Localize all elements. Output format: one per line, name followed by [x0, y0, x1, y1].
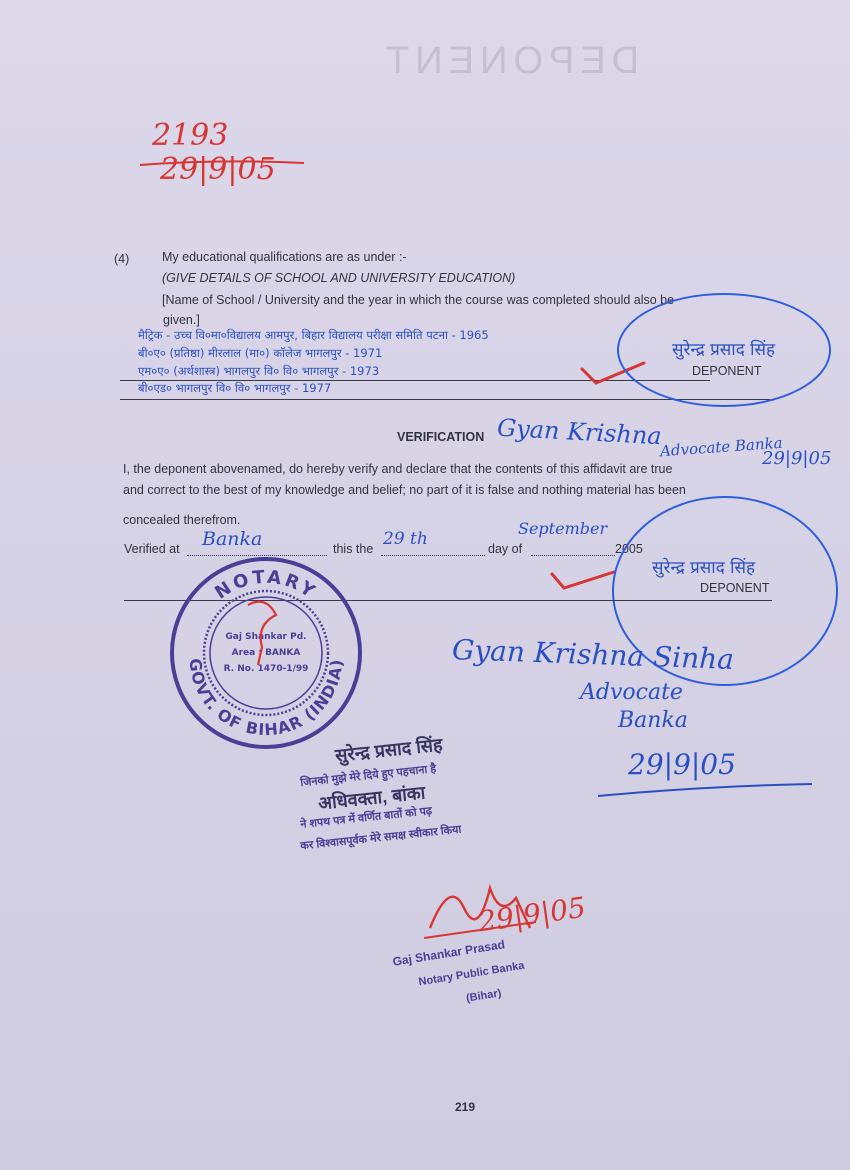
month-dots — [531, 555, 615, 556]
notary-seal — [168, 555, 364, 751]
section-subheading: (GIVE DETAILS OF SCHOOL AND UNIVERSITY EDUCATION) — [162, 271, 516, 285]
deponent-signature-2: सुरेन्द्र प्रसाद सिंह — [652, 558, 756, 578]
day-of-label: day of — [488, 542, 523, 556]
red-tick-mark-2 — [548, 562, 618, 594]
day-value: 29 th — [383, 529, 428, 549]
education-entry-3: एम०ए० (अर्थशास्त्र) भागलपुर वि० वि० भागलपुर - 1973 — [138, 364, 380, 378]
deponent-label: DEPONENT — [692, 364, 762, 378]
section-number: (4) — [114, 252, 130, 266]
seal-center-line-1: Gaj Shankar Pd. — [225, 632, 307, 642]
verified-at-value: Banka — [202, 528, 263, 550]
deponent-signature: सुरेन्द्र प्रसाद सिंह — [672, 340, 776, 360]
bleed-through-text: DEPONENT — [380, 40, 640, 82]
seal-center-line-3: R. No. 1470-1/99 — [223, 664, 309, 674]
countersign-name: Gyan Krishna Sinha — [451, 633, 735, 676]
svg-text:NOTARY — [211, 567, 321, 604]
verification-para-2: and correct to the best of my knowledge and belief; no part of it is false and nothing material has been — [123, 483, 686, 497]
page-number: 219 — [455, 1100, 476, 1114]
notary-place: (Bihar) — [465, 987, 503, 1005]
countersign-date: 29|9|05 — [628, 748, 736, 781]
notary-title: Notary Public Banka — [417, 959, 526, 989]
seal-bottom-text: GOVT. OF BIHAR (INDIA) — [185, 657, 347, 740]
red-note-date: 29|9|05 — [160, 152, 276, 187]
verification-title: VERIFICATION — [397, 430, 485, 444]
seal-top-text: NOTARY — [211, 566, 321, 604]
verification-para-3: concealed therefrom. — [123, 513, 241, 527]
countersign-title: Advocate — [580, 680, 683, 705]
identification-line-4: ने शपथ पत्र में वर्णित बातों को पढ़ — [299, 805, 433, 831]
verified-at-label: Verified at — [124, 542, 180, 556]
section-heading: My educational qualifications are as under :- — [162, 250, 407, 264]
countersign-top-date: 29|9|05 — [762, 448, 832, 469]
notary-date: 29|9|05 — [476, 890, 588, 939]
deponent-label-2: DEPONENT — [700, 581, 770, 595]
instruction-line-2: given.] — [163, 313, 200, 327]
education-entry-1: मैट्रिक - उच्च वि०मा०विद्यालय आमपुर, बिहार विद्यालय परीक्षा समिति पटना - 1965 — [138, 328, 489, 342]
countersign-place: Banka — [618, 708, 688, 733]
identification-line-2: जिनको मुझे मेरे दिये हुए पहचाना है — [299, 762, 437, 790]
month-value: September — [518, 519, 608, 538]
year-label: 2005 — [615, 542, 643, 556]
this-the-label: this the — [333, 542, 374, 556]
identification-line-3: अधिवक्ता, बांका — [317, 782, 427, 814]
identification-line-5: कर विश्वासपूर्वक मेरे समक्ष स्वीकार किया — [299, 823, 462, 853]
countersign-underline — [596, 780, 816, 800]
identification-line-1: सुरेन्द्र प्रसाद सिंह — [334, 734, 444, 766]
instruction-line-1: [Name of School / University and the year in which the course was completed should also be — [162, 293, 675, 307]
countersign-top-title: Advocate Banka — [659, 433, 784, 461]
verification-para-1: I, the deponent abovenamed, do hereby verify and declare that the contents of this affidavit are true — [123, 462, 673, 476]
day-dots — [381, 555, 485, 556]
notary-name: Gaj Shankar Prasad — [391, 937, 506, 969]
countersign-top-name: Gyan Krishna — [496, 413, 663, 451]
red-note-number: 2193 — [152, 118, 229, 153]
education-entry-2: बी०ए० (प्रतिष्ठा) मीरलाल (मा०) कॉलेज भागलपुर - 1971 — [138, 346, 383, 360]
seal-center-line-2: Area : BANKA — [231, 648, 301, 658]
education-entry-4: बी०एड० भागलपुर वि० वि० भागलपुर - 1977 — [138, 381, 332, 395]
